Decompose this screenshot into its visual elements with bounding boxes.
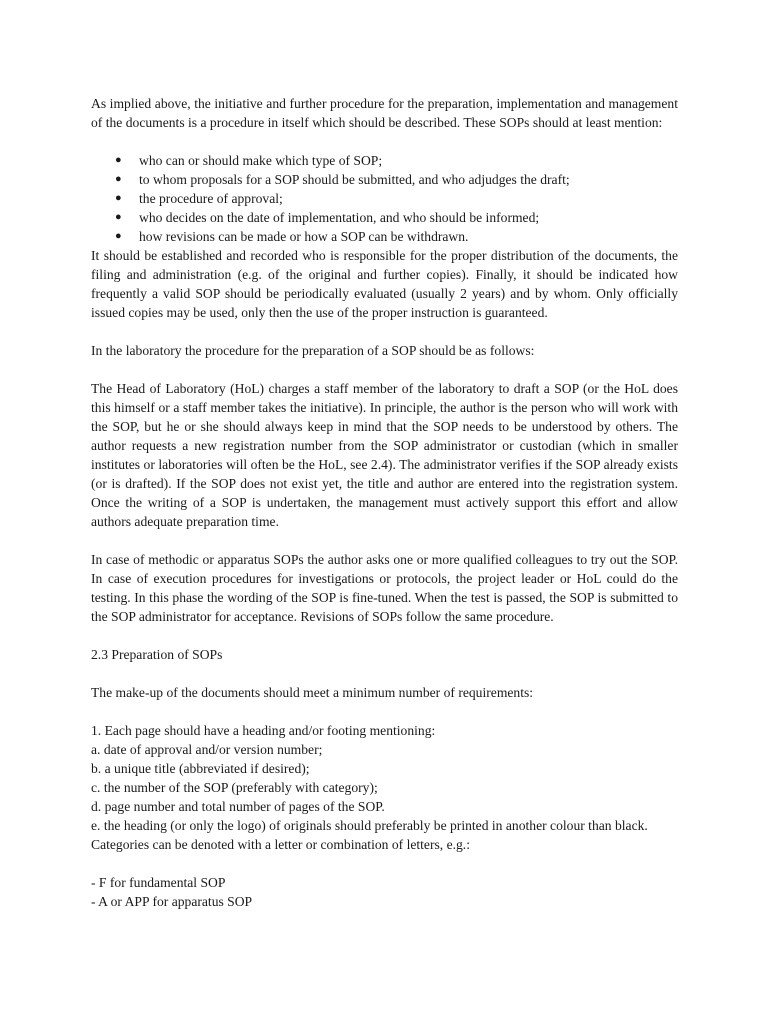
requirement-line: b. a unique title (abbreviated if desired);: [91, 761, 310, 776]
paragraph-spacer: [91, 360, 678, 379]
bullet-icon: ●: [115, 211, 122, 223]
list-item-text: to whom proposals for a SOP should be submitted, and who adjudges the draft;: [139, 172, 570, 187]
bullet-icon: ●: [115, 192, 122, 204]
intro-paragraph: As implied above, the initiative and further procedure for the preparation, implementation and management of the documents is a procedure in itself which should be described. These SOPs should at least mention:: [91, 96, 678, 130]
category-line: - F for fundamental SOP: [91, 875, 226, 890]
distribution-paragraph: It should be established and recorded who is responsible for the proper distribution of the documents, the filing and administration (e.g. of the original and further copies). Finally, it should be indicated how frequently a valid SOP should be periodically evaluated (usually 2 years) and by whom. Only officially issued copies may be used, only then the use of the proper instruction is guaranteed.: [91, 248, 678, 320]
methodic-paragraph: In case of methodic or apparatus SOPs the author asks one or more qualified colleagues to try out the SOP. In case of execution procedures for investigations or protocols, the project leader or HoL could do the testing. In this phase the wording of the SOP is fine-tuned. When the test is passed, the SOP is submitted to the SOP administrator for acceptance. Revisions of SOPs follow the same procedure.: [91, 552, 678, 624]
list-item: [115, 170, 678, 189]
list-item: [115, 151, 678, 170]
paragraph-spacer: [91, 132, 678, 151]
list-item: [115, 189, 678, 208]
list-item: [115, 227, 678, 246]
list-item-text: who can or should make which type of SOP;: [139, 153, 383, 168]
category-line: - A or APP for apparatus SOP: [91, 894, 253, 909]
categories-block: [91, 873, 678, 911]
paragraph-spacer: [91, 664, 678, 683]
requirement-line: d. page number and total number of pages of the SOP.: [91, 799, 385, 814]
requirement-line: a. date of approval and/or version number;: [91, 742, 323, 757]
paragraph-spacer: [91, 854, 678, 873]
makeup-paragraph: The make-up of the documents should meet a minimum number of requirements:: [91, 685, 534, 700]
list-item-text: who decides on the date of implementation, and who should be informed;: [139, 210, 540, 225]
bullet-icon: ●: [115, 154, 122, 166]
paragraph-spacer: [91, 626, 678, 645]
list-item-text: the procedure of approval;: [139, 191, 283, 206]
requirements-block: [91, 721, 678, 854]
paragraph-spacer: [91, 322, 678, 341]
requirement-line: c. the number of the SOP (preferably with category);: [91, 780, 378, 795]
list-item: [115, 208, 678, 227]
document-page: [91, 94, 678, 911]
lab-procedure-paragraph: In the laboratory the procedure for the preparation of a SOP should be as follows:: [91, 343, 535, 358]
bullet-icon: ●: [115, 230, 122, 242]
list-item-text: how revisions can be made or how a SOP can be withdrawn.: [139, 229, 469, 244]
requirement-line: 1. Each page should have a heading and/or footing mentioning:: [91, 723, 436, 738]
bullet-icon: ●: [115, 173, 122, 185]
requirement-line: e. the heading (or only the logo) of originals should preferably be printed in another colour than black.: [91, 818, 648, 833]
requirement-line: Categories can be denoted with a letter or combination of letters, e.g.:: [91, 837, 470, 852]
sop-mention-list: [91, 151, 678, 246]
section-heading: 2.3 Preparation of SOPs: [91, 647, 223, 662]
paragraph-spacer: [91, 531, 678, 550]
paragraph-spacer: [91, 702, 678, 721]
hol-paragraph: The Head of Laboratory (HoL) charges a staff member of the laboratory to draft a SOP (or the HoL does this himself or a staff member takes the initiative). In principle, the author is the person who will work with the SOP, but he or she should always keep in mind that the SOP needs to be understood by others. The author requests a new registration number from the SOP administrator or custodian (which in smaller institutes or laboratories will often be the HoL, see 2.4). The administrator verifies if the SOP already exists (or is drafted). If the SOP does not exist yet, the title and author are entered into the registration system. Once the writing of a SOP is undertaken, the management must actively support this effort and allow authors adequate preparation time.: [91, 381, 678, 529]
